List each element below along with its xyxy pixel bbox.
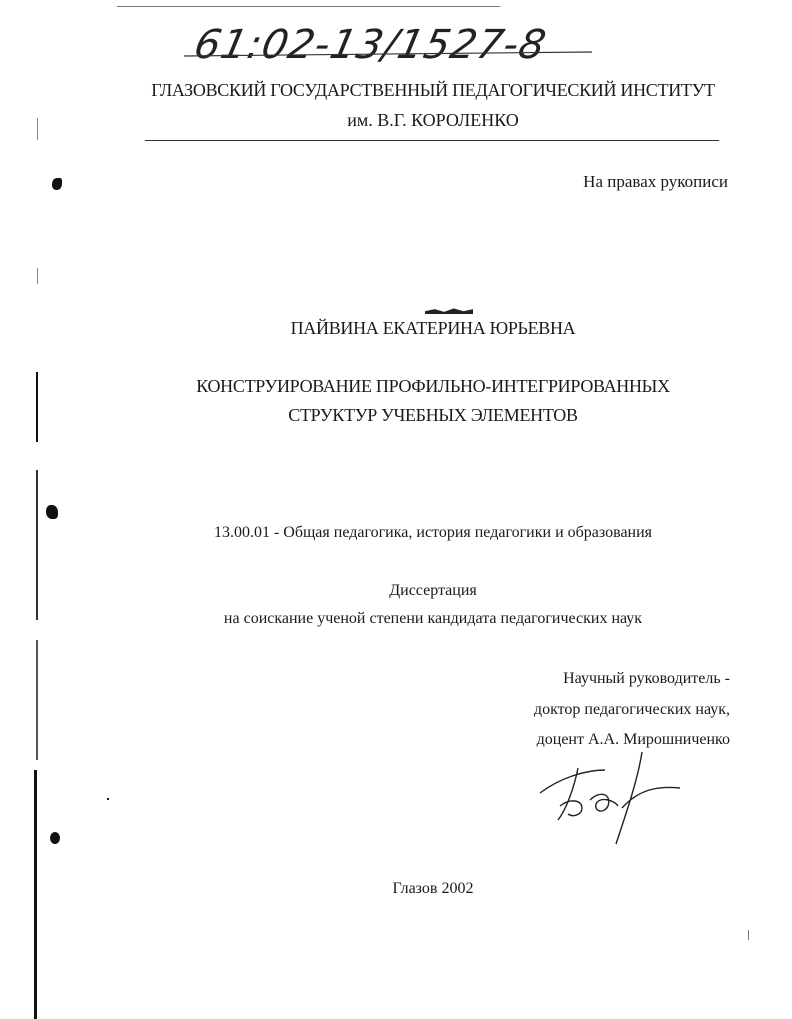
binding-mark-2 (46, 505, 58, 519)
supervisor-signature (530, 748, 700, 848)
thesis-title-line-1: КОНСТРУИРОВАНИЕ ПРОФИЛЬНО-ИНТЕГРИРОВАННЫХ (196, 376, 670, 396)
author-name: ПАЙВИНА ЕКАТЕРИНА ЮРЬЕВНА (290, 318, 576, 338)
dot-speck (107, 798, 109, 800)
archive-code-underline (182, 48, 602, 62)
archive-code: 61:02-13/1527-8 (190, 22, 551, 68)
place-and-year: Глазов 2002 (392, 880, 474, 897)
binding-mark-3 (50, 832, 60, 844)
edge-line-top (37, 118, 38, 140)
supervisor-title: Научный руководитель - (563, 670, 730, 687)
scan-speck (425, 307, 473, 314)
edge-line-mid-3 (36, 470, 38, 620)
institute-name: ГЛАЗОВСКИЙ ГОСУДАРСТВЕННЫЙ ПЕДАГОГИЧЕСКИЙ ИНСТИТУТ (151, 80, 715, 100)
supervisor-name: доцент А.А. Мирошниченко (536, 731, 730, 748)
top-edge-rule (117, 6, 500, 7)
binding-mark-1 (52, 178, 62, 190)
edge-line-mid-1 (37, 268, 38, 284)
thesis-title-line-2: СТРУКТУР УЧЕБНЫХ ЭЛЕМЕНТОВ (288, 405, 578, 425)
manuscript-rights: На правах рукописи (583, 172, 728, 191)
supervisor-degree: доктор педагогических наук, (533, 701, 730, 718)
right-edge-tick (748, 930, 749, 940)
institute-named-after: им. В.Г. КОРОЛЕНКО (347, 110, 519, 130)
specialty-code: 13.00.01 - Общая педагогика, история педагогики и образования (213, 524, 653, 541)
degree-purpose: на соискание ученой степени кандидата педагогических наук (223, 610, 643, 627)
header-divider (145, 140, 719, 141)
dissertation-label: Диссертация (389, 582, 477, 599)
edge-line-mid-2 (36, 372, 38, 442)
edge-line-bottom (34, 770, 37, 1019)
edge-line-mid-4 (36, 640, 38, 760)
